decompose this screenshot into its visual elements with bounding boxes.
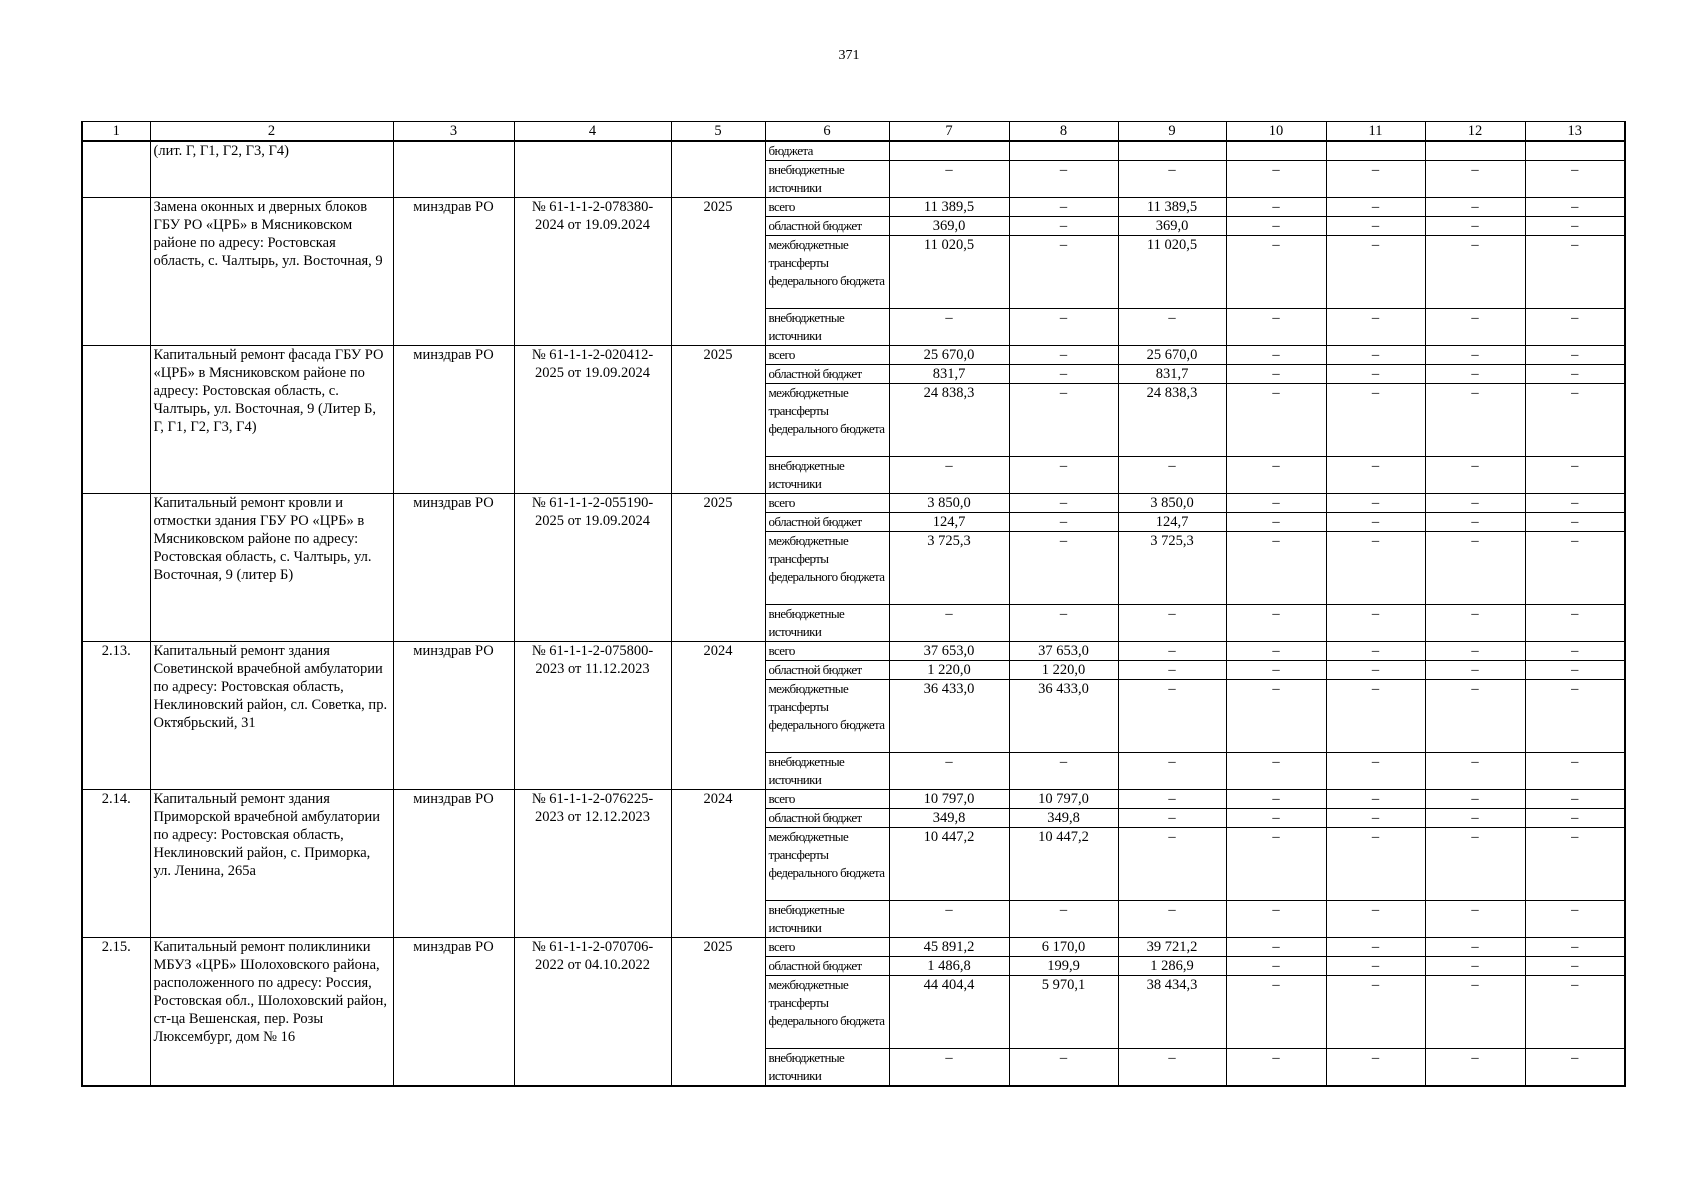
amount-cell: –: [1525, 976, 1625, 1049]
object-name: Капитальный ремонт фасада ГБУ РО «ЦРБ» в Мясниковском районе по адресу: Ростовская область, с. Чалтырь, ул. Восточная, 9 (Литер Б, Г, Г1, Г2, Г3, Г4): [150, 346, 393, 494]
amount-cell: –: [1326, 513, 1425, 532]
amount-cell: –: [1118, 661, 1226, 680]
amount-cell: –: [1118, 753, 1226, 790]
amount-cell: –: [1525, 605, 1625, 642]
amount-cell: –: [1009, 457, 1118, 494]
amount-cell: –: [1525, 753, 1625, 790]
amount-cell: –: [1326, 1049, 1425, 1087]
amount-cell: –: [1226, 605, 1326, 642]
amount-cell: –: [1425, 809, 1525, 828]
amount-cell: 831,7: [889, 365, 1009, 384]
amount-cell: –: [1326, 680, 1425, 753]
amount-cell: –: [1326, 605, 1425, 642]
amount-cell: 3 725,3: [1118, 532, 1226, 605]
amount-cell: –: [1425, 901, 1525, 938]
amount-cell: –: [1009, 384, 1118, 457]
funding-source-label: межбюджетные трансферты федерального бюджета: [765, 384, 889, 457]
amount-cell: –: [1425, 642, 1525, 661]
agency: минздрав РО: [393, 494, 514, 642]
amount-cell: –: [1425, 309, 1525, 346]
amount-cell: –: [889, 457, 1009, 494]
amount-cell: –: [1525, 494, 1625, 513]
amount-cell: 44 404,4: [889, 976, 1009, 1049]
amount-cell: –: [1425, 457, 1525, 494]
amount-cell: –: [1525, 661, 1625, 680]
amount-cell: –: [1009, 217, 1118, 236]
row-number: 2.14.: [82, 790, 150, 938]
year: 2025: [671, 346, 765, 494]
funding-source-label: межбюджетные трансферты федерального бюджета: [765, 828, 889, 901]
year: 2025: [671, 198, 765, 346]
amount-cell: –: [889, 1049, 1009, 1087]
amount-cell: –: [1326, 957, 1425, 976]
amount-cell: –: [1118, 809, 1226, 828]
amount-cell: –: [1226, 790, 1326, 809]
amount-cell: –: [1326, 642, 1425, 661]
amount-cell: –: [1226, 753, 1326, 790]
funding-source-label: всего: [765, 198, 889, 217]
amount-cell: –: [1118, 680, 1226, 753]
object-name: Капитальный ремонт здания Советинской врачебной амбулатории по адресу: Ростовская область, Неклиновский район, сл. Советка, пр. Октябрьский, 31: [150, 642, 393, 790]
amount-cell: –: [1326, 532, 1425, 605]
amount-cell: –: [1525, 384, 1625, 457]
funding-source-label: всего: [765, 938, 889, 957]
row-number: [82, 494, 150, 642]
amount-cell: –: [1009, 753, 1118, 790]
funding-source-label: всего: [765, 642, 889, 661]
amount-cell: –: [1226, 346, 1326, 365]
funding-source-label: внебюджетные источники: [765, 457, 889, 494]
amount-cell: 1 286,9: [1118, 957, 1226, 976]
year: 2024: [671, 642, 765, 790]
amount-cell: –: [1118, 161, 1226, 198]
amount-cell: –: [1425, 661, 1525, 680]
funding-source-label: областной бюджет: [765, 365, 889, 384]
amount-cell: –: [1326, 346, 1425, 365]
amount-cell: –: [1226, 198, 1326, 217]
amount-cell: –: [1226, 661, 1326, 680]
object-name: Замена оконных и дверных блоков ГБУ РО «ЦРБ» в Мясниковском районе по адресу: Ростовская область, с. Чалтырь, ул. Восточная, 9: [150, 198, 393, 346]
amount-cell: –: [1525, 532, 1625, 605]
object-name: Капитальный ремонт здания Приморской врачебной амбулатории по адресу: Ростовская область, Неклиновский район, с. Приморка, ул. Ленина, 265а: [150, 790, 393, 938]
amount-cell: 45 891,2: [889, 938, 1009, 957]
amount-cell: –: [1326, 661, 1425, 680]
amount-cell: –: [1525, 365, 1625, 384]
amount-cell: –: [1525, 346, 1625, 365]
project-row: [82, 346, 1625, 365]
amount-cell: 11 020,5: [889, 236, 1009, 309]
amount-cell: –: [1425, 753, 1525, 790]
amount-cell: –: [889, 161, 1009, 198]
document-number: № 61-1-1-2-070706-2022 от 04.10.2022: [514, 938, 671, 1087]
amount-cell: –: [1009, 236, 1118, 309]
amount-cell: –: [1009, 901, 1118, 938]
document-number: [514, 141, 671, 198]
funding-source-label: областной бюджет: [765, 957, 889, 976]
amount-cell: 11 389,5: [889, 198, 1009, 217]
row-number: 2.15.: [82, 938, 150, 1087]
amount-cell: –: [1525, 236, 1625, 309]
amount-cell: 38 434,3: [1118, 976, 1226, 1049]
amount-cell: –: [1009, 1049, 1118, 1087]
amount-cell: –: [1525, 1049, 1625, 1087]
amount-cell: –: [1525, 938, 1625, 957]
capital-repair-table: [81, 121, 1626, 1087]
amount-cell: 1 220,0: [1009, 661, 1118, 680]
year: 2025: [671, 494, 765, 642]
amount-cell: –: [1226, 494, 1326, 513]
amount-cell: –: [1326, 236, 1425, 309]
amount-cell: 831,7: [1118, 365, 1226, 384]
amount-cell: –: [1118, 642, 1226, 661]
amount-cell: –: [1326, 976, 1425, 1049]
amount-cell: –: [1226, 217, 1326, 236]
amount-cell: –: [1326, 198, 1425, 217]
amount-cell: –: [1425, 828, 1525, 901]
amount-cell: –: [1009, 494, 1118, 513]
amount-cell: –: [1118, 605, 1226, 642]
column-header: 6: [765, 122, 889, 142]
amount-cell: –: [1226, 1049, 1326, 1087]
amount-cell: –: [1009, 161, 1118, 198]
document-number: № 61-1-1-2-020412-2025 от 19.09.2024: [514, 346, 671, 494]
amount-cell: –: [1425, 938, 1525, 957]
amount-cell: –: [1226, 532, 1326, 605]
amount-cell: 39 721,2: [1118, 938, 1226, 957]
amount-cell: –: [1118, 309, 1226, 346]
amount-cell: –: [1009, 513, 1118, 532]
amount-cell: –: [1525, 457, 1625, 494]
amount-cell: 25 670,0: [1118, 346, 1226, 365]
amount-cell: –: [1226, 938, 1326, 957]
amount-cell: –: [1425, 513, 1525, 532]
amount-cell: –: [1118, 901, 1226, 938]
row-number: [82, 346, 150, 494]
amount-cell: 3 850,0: [889, 494, 1009, 513]
amount-cell: –: [889, 605, 1009, 642]
funding-source-label: межбюджетные трансферты федерального бюджета: [765, 976, 889, 1049]
funding-source-label: всего: [765, 790, 889, 809]
amount-cell: 11 020,5: [1118, 236, 1226, 309]
funding-source-label: областной бюджет: [765, 513, 889, 532]
amount-cell: –: [1226, 976, 1326, 1049]
amount-cell: –: [1009, 346, 1118, 365]
amount-cell: –: [1009, 365, 1118, 384]
amount-cell: 5 970,1: [1009, 976, 1118, 1049]
amount-cell: 1 220,0: [889, 661, 1009, 680]
amount-cell: 3 725,3: [889, 532, 1009, 605]
column-header: 1: [82, 122, 150, 142]
amount-cell: –: [1009, 605, 1118, 642]
agency: минздрав РО: [393, 198, 514, 346]
amount-cell: –: [1009, 532, 1118, 605]
amount-cell: –: [1425, 605, 1525, 642]
column-header: 9: [1118, 122, 1226, 142]
amount-cell: –: [1326, 809, 1425, 828]
amount-cell: –: [1425, 790, 1525, 809]
amount-cell: –: [1118, 1049, 1226, 1087]
amount-cell: –: [1226, 236, 1326, 309]
amount-cell: –: [1525, 901, 1625, 938]
amount-cell: –: [1326, 457, 1425, 494]
amount-cell: –: [1525, 161, 1625, 198]
amount-cell: 1 486,8: [889, 957, 1009, 976]
object-name: (лит. Г, Г1, Г2, Г3, Г4): [150, 141, 393, 198]
column-header: 5: [671, 122, 765, 142]
object-name: Капитальный ремонт кровли и отмостки здания ГБУ РО «ЦРБ» в Мясниковском районе по адресу: Ростовская область, с. Чалтырь, ул. Восточная, 9 (литер Б): [150, 494, 393, 642]
document-number: № 61-1-1-2-076225-2023 от 12.12.2023: [514, 790, 671, 938]
amount-cell: 349,8: [1009, 809, 1118, 828]
amount-cell: –: [1326, 901, 1425, 938]
amount-cell: 36 433,0: [889, 680, 1009, 753]
agency: минздрав РО: [393, 790, 514, 938]
amount-cell: 24 838,3: [1118, 384, 1226, 457]
amount-cell: –: [1425, 680, 1525, 753]
amount-cell: –: [1326, 217, 1425, 236]
amount-cell: –: [1226, 513, 1326, 532]
agency: минздрав РО: [393, 346, 514, 494]
row-number: 2.13.: [82, 642, 150, 790]
document-number: № 61-1-1-2-078380-2024 от 19.09.2024: [514, 198, 671, 346]
amount-cell: –: [1525, 809, 1625, 828]
agency: минздрав РО: [393, 938, 514, 1087]
column-header: 8: [1009, 122, 1118, 142]
amount-cell: 24 838,3: [889, 384, 1009, 457]
amount-cell: –: [1226, 680, 1326, 753]
amount-cell: –: [1118, 457, 1226, 494]
document-number: № 61-1-1-2-075800-2023 от 11.12.2023: [514, 642, 671, 790]
column-header: 7: [889, 122, 1009, 142]
amount-cell: 199,9: [1009, 957, 1118, 976]
amount-cell: –: [1525, 309, 1625, 346]
amount-cell: 369,0: [1118, 217, 1226, 236]
funding-source-label: бюджета: [765, 141, 889, 161]
amount-cell: 124,7: [1118, 513, 1226, 532]
amount-cell: –: [1326, 753, 1425, 790]
amount-cell: –: [1425, 236, 1525, 309]
amount-cell: –: [1425, 494, 1525, 513]
amount-cell: –: [1425, 957, 1525, 976]
document-number: № 61-1-1-2-055190-2025 от 19.09.2024: [514, 494, 671, 642]
amount-cell: –: [1009, 309, 1118, 346]
column-header: 10: [1226, 122, 1326, 142]
funding-source-label: областной бюджет: [765, 661, 889, 680]
amount-cell: 10 447,2: [1009, 828, 1118, 901]
amount-cell: –: [1226, 901, 1326, 938]
amount-cell: –: [1326, 828, 1425, 901]
amount-cell: –: [1226, 384, 1326, 457]
amount-cell: –: [1326, 384, 1425, 457]
amount-cell: –: [1009, 198, 1118, 217]
amount-cell: –: [1326, 161, 1425, 198]
column-number-row: [82, 122, 1625, 142]
funding-source-label: внебюджетные источники: [765, 753, 889, 790]
amount-cell: –: [1425, 217, 1525, 236]
funding-source-label: внебюджетные источники: [765, 161, 889, 198]
amount-cell: 36 433,0: [1009, 680, 1118, 753]
column-header: 12: [1425, 122, 1525, 142]
amount-cell: –: [1226, 365, 1326, 384]
amount-cell: 10 447,2: [889, 828, 1009, 901]
amount-cell: 124,7: [889, 513, 1009, 532]
amount-cell: –: [1425, 384, 1525, 457]
amount-cell: –: [1226, 642, 1326, 661]
amount-cell: –: [1525, 198, 1625, 217]
funding-source-label: внебюджетные источники: [765, 605, 889, 642]
amount-cell: 6 170,0: [1009, 938, 1118, 957]
funding-source-label: внебюджетные источники: [765, 1049, 889, 1087]
amount-cell: –: [1118, 790, 1226, 809]
amount-cell: –: [1326, 494, 1425, 513]
project-row: [82, 938, 1625, 957]
amount-cell: –: [1525, 642, 1625, 661]
amount-cell: 369,0: [889, 217, 1009, 236]
amount-cell: –: [1226, 828, 1326, 901]
funding-source-label: межбюджетные трансферты федерального бюджета: [765, 236, 889, 309]
amount-cell: 10 797,0: [1009, 790, 1118, 809]
funding-source-label: всего: [765, 346, 889, 365]
project-row: [82, 198, 1625, 217]
amount-cell: –: [1425, 1049, 1525, 1087]
amount-cell: –: [1425, 161, 1525, 198]
project-row: [82, 790, 1625, 809]
amount-cell: 25 670,0: [889, 346, 1009, 365]
project-row: [82, 642, 1625, 661]
amount-cell: –: [1118, 828, 1226, 901]
amount-cell: –: [1326, 938, 1425, 957]
amount-cell: –: [1525, 790, 1625, 809]
amount-cell: 349,8: [889, 809, 1009, 828]
amount-cell: –: [1226, 957, 1326, 976]
amount-cell: –: [1425, 365, 1525, 384]
row-number: [82, 141, 150, 198]
year: 2024: [671, 790, 765, 938]
amount-cell: –: [1226, 309, 1326, 346]
amount-cell: –: [1425, 198, 1525, 217]
amount-cell: 37 653,0: [1009, 642, 1118, 661]
amount-cell: –: [1525, 680, 1625, 753]
agency: минздрав РО: [393, 642, 514, 790]
object-name: Капитальный ремонт поликлиники МБУЗ «ЦРБ» Шолоховского района, расположенного по адресу: Россия, Ростовская обл., Шолоховский район, ст-ца Вешенская, пер. Розы Люксембург, дом № 16: [150, 938, 393, 1087]
amount-cell: –: [1226, 161, 1326, 198]
amount-cell: 11 389,5: [1118, 198, 1226, 217]
row-number: [82, 198, 150, 346]
project-row: [82, 494, 1625, 513]
column-header: 13: [1525, 122, 1625, 142]
amount-cell: –: [1226, 457, 1326, 494]
amount-cell: –: [1326, 790, 1425, 809]
funding-source-label: внебюджетные источники: [765, 901, 889, 938]
year: 2025: [671, 938, 765, 1087]
amount-cell: 3 850,0: [1118, 494, 1226, 513]
amount-cell: –: [1226, 809, 1326, 828]
amount-cell: –: [1326, 365, 1425, 384]
amount-cell: –: [1525, 513, 1625, 532]
funding-source-label: всего: [765, 494, 889, 513]
column-header: 11: [1326, 122, 1425, 142]
column-header: 3: [393, 122, 514, 142]
amount-cell: 37 653,0: [889, 642, 1009, 661]
amount-cell: –: [1525, 217, 1625, 236]
amount-cell: 10 797,0: [889, 790, 1009, 809]
fragment-row: [82, 141, 1625, 161]
funding-source-label: областной бюджет: [765, 217, 889, 236]
amount-cell: –: [1425, 976, 1525, 1049]
amount-cell: –: [1425, 346, 1525, 365]
funding-source-label: областной бюджет: [765, 809, 889, 828]
funding-source-label: внебюджетные источники: [765, 309, 889, 346]
year: [671, 141, 765, 198]
amount-cell: –: [1425, 532, 1525, 605]
amount-cell: –: [889, 901, 1009, 938]
column-header: 2: [150, 122, 393, 142]
amount-cell: –: [1326, 309, 1425, 346]
funding-source-label: межбюджетные трансферты федерального бюджета: [765, 532, 889, 605]
amount-cell: –: [1525, 828, 1625, 901]
amount-cell: –: [889, 753, 1009, 790]
agency: [393, 141, 514, 198]
funding-source-label: межбюджетные трансферты федерального бюджета: [765, 680, 889, 753]
amount-cell: –: [1525, 957, 1625, 976]
amount-cell: –: [889, 309, 1009, 346]
column-header: 4: [514, 122, 671, 142]
page-number: 371: [838, 48, 860, 63]
